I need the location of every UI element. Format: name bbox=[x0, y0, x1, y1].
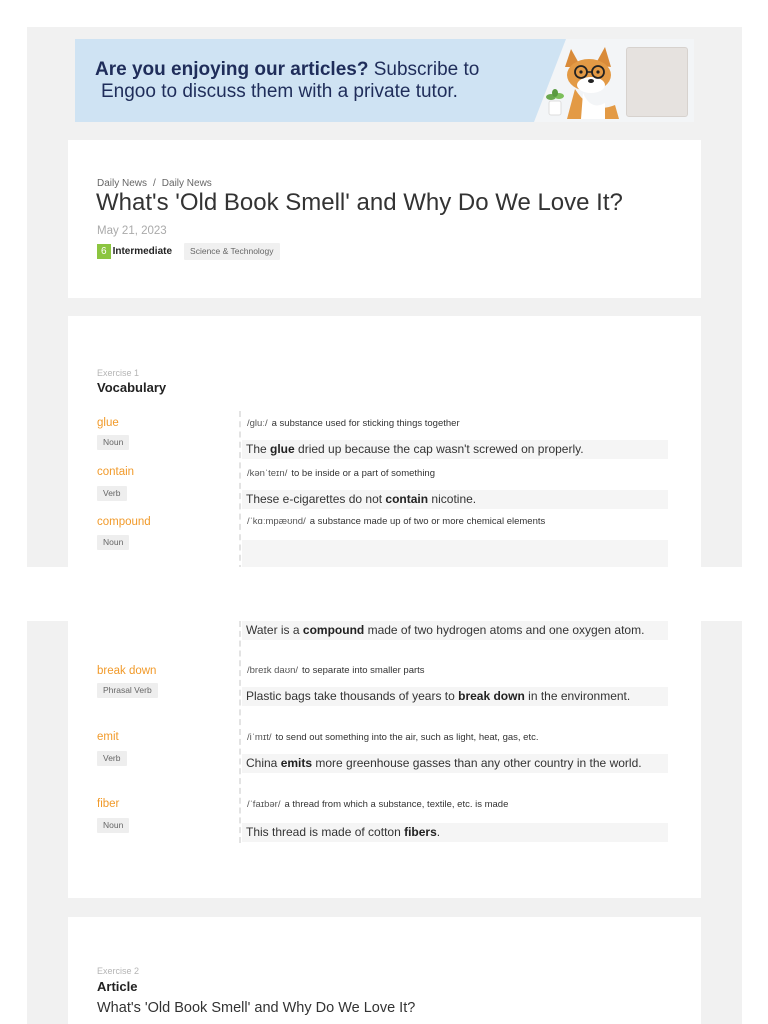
example-keyword: contain bbox=[385, 492, 429, 506]
banner-bold-text: Are you enjoying our articles? bbox=[95, 59, 369, 80]
example-text: These e-cigarettes do not bbox=[246, 492, 386, 506]
example-sentence bbox=[242, 754, 668, 773]
vocab-word: contain bbox=[97, 466, 135, 478]
breadcrumb-item[interactable]: Daily News bbox=[161, 178, 212, 189]
example-text: Plastic bags take thousands of years to bbox=[246, 689, 459, 703]
exercise-title: Article bbox=[97, 979, 138, 994]
vocab-word: fiber bbox=[97, 798, 120, 810]
definition-text: to be inside or a part of something bbox=[291, 468, 436, 479]
definition-text: to separate into smaller parts bbox=[302, 665, 425, 676]
vocab-definition bbox=[247, 516, 545, 527]
vocab-divider bbox=[239, 621, 241, 843]
example-keyword: fibers bbox=[404, 825, 437, 839]
example-text: in the environment. bbox=[524, 689, 631, 703]
vocabulary-card-top bbox=[68, 316, 701, 567]
vocab-word: break down bbox=[97, 665, 157, 677]
example-text: The bbox=[246, 442, 271, 456]
example-sentence bbox=[242, 440, 668, 459]
article-header-card bbox=[68, 140, 701, 298]
pronunciation: /kənˈteɪn/ bbox=[247, 468, 288, 479]
breadcrumb-separator: / bbox=[153, 178, 156, 189]
exercise-label: Exercise 1 bbox=[97, 368, 140, 378]
pronunciation: /gluː/ bbox=[247, 418, 268, 429]
article-title: What's 'Old Book Smell' and Why Do We Love It? bbox=[97, 1000, 416, 1016]
example-text: nicotine. bbox=[428, 492, 477, 506]
publish-date: May 21, 2023 bbox=[97, 225, 167, 237]
vocab-word: glue bbox=[97, 417, 119, 429]
vocab-definition bbox=[247, 732, 539, 743]
corgi-mascot-illustration bbox=[553, 45, 643, 119]
example-sentence bbox=[242, 687, 668, 706]
example-text: more greenhouse gasses than any other country in the world. bbox=[312, 756, 642, 770]
banner-rest-text: Subscribe to bbox=[368, 59, 480, 80]
example-keyword: glue bbox=[270, 442, 295, 456]
page-title: What's 'Old Book Smell' and Why Do We Love It? bbox=[96, 189, 623, 216]
banner-text bbox=[95, 59, 479, 103]
part-of-speech-badge: Phrasal Verb bbox=[97, 683, 158, 698]
part-of-speech-badge: Noun bbox=[97, 535, 129, 550]
vocab-definition bbox=[247, 418, 460, 429]
part-of-speech-badge: Verb bbox=[97, 486, 127, 501]
vocab-definition bbox=[247, 468, 435, 479]
level-number-badge: 6 bbox=[97, 244, 111, 259]
level-row bbox=[97, 244, 280, 259]
example-sentence bbox=[242, 490, 668, 509]
exercise-title: Vocabulary bbox=[97, 380, 167, 395]
example-text: . bbox=[436, 825, 441, 839]
definition-text: a thread from which a substance, textile, etc. is made bbox=[284, 799, 509, 810]
example-text: This thread is made of cotton bbox=[246, 825, 405, 839]
example-sentence bbox=[242, 621, 668, 640]
example-text: made of two hydrogen atoms and one oxygen atom. bbox=[364, 623, 645, 637]
definition-text: a substance used for sticking things together bbox=[271, 418, 460, 429]
part-of-speech-badge: Noun bbox=[97, 818, 129, 833]
definition-text: a substance made up of two or more chemical elements bbox=[309, 516, 546, 527]
exercise-label: Exercise 2 bbox=[97, 966, 140, 976]
vocab-word: emit bbox=[97, 731, 119, 743]
article-card bbox=[68, 917, 701, 1024]
category-tag[interactable]: Science & Technology bbox=[184, 243, 279, 260]
example-text: China bbox=[246, 756, 281, 770]
vocab-word: compound bbox=[97, 516, 151, 528]
pronunciation: /ˈkɑːmpæʊnd/ bbox=[247, 516, 306, 527]
pronunciation: /breɪk daʊn/ bbox=[247, 665, 299, 676]
example-sentence-placeholder bbox=[242, 540, 668, 567]
definition-text: to send out something into the air, such as light, heat, gas, etc. bbox=[275, 732, 539, 743]
breadcrumb-item[interactable]: Daily News bbox=[97, 178, 148, 189]
example-text: Water is a bbox=[246, 623, 303, 637]
example-sentence bbox=[242, 823, 668, 842]
vocab-definition bbox=[247, 665, 425, 676]
example-keyword: emits bbox=[280, 756, 313, 770]
example-keyword: compound bbox=[302, 623, 365, 637]
example-keyword: break down bbox=[458, 689, 525, 703]
part-of-speech-badge: Verb bbox=[97, 751, 127, 766]
subscribe-banner[interactable] bbox=[75, 39, 694, 122]
part-of-speech-badge: Noun bbox=[97, 435, 129, 450]
example-text: dried up because the cap wasn't screwed on properly. bbox=[294, 442, 584, 456]
vocab-definition bbox=[247, 799, 508, 810]
pronunciation: /ˈfaɪbər/ bbox=[247, 799, 281, 810]
pronunciation: /iˈmɪt/ bbox=[247, 732, 272, 743]
breadcrumb bbox=[97, 178, 212, 189]
banner-line2: Engoo to discuss them with a private tutor. bbox=[101, 81, 458, 102]
level-name: Intermediate bbox=[112, 246, 173, 257]
vocabulary-card-bottom bbox=[68, 621, 701, 898]
vocab-divider bbox=[239, 411, 241, 567]
